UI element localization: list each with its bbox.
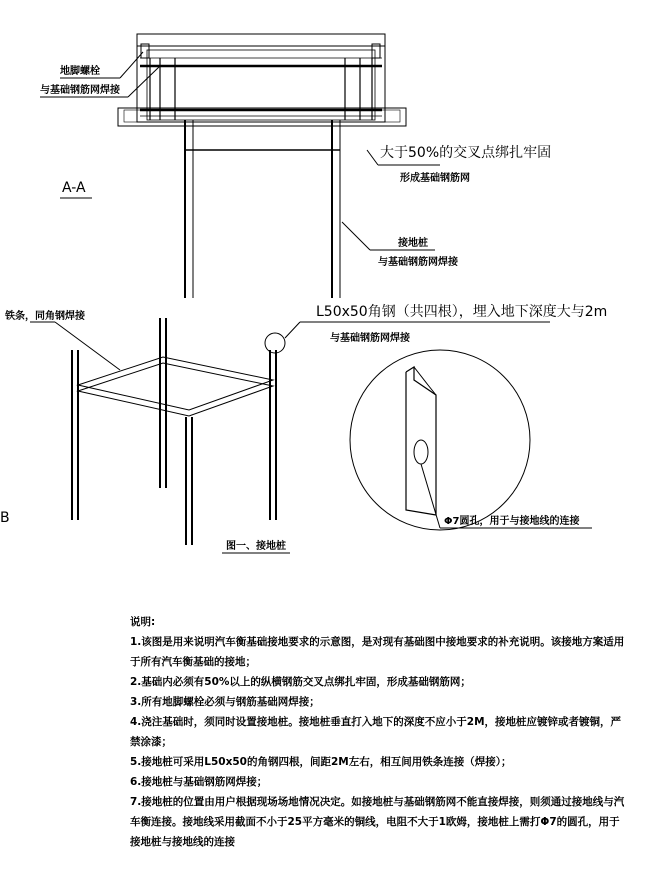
note-item: 3.所有地脚螺栓必须与钢筋基础网焊接； (130, 696, 320, 708)
section-b-label: B (0, 510, 10, 526)
bolt-label: 地脚螺栓 (60, 66, 100, 77)
note-item: 4.浇注基础时，须同时设置接地桩。接地桩垂直打入地下的深度不应小于2M，接地桩应镀锌或者镀铜，严禁涂漆； (130, 716, 622, 748)
note-item: 5.接地桩可采用L50x50的角钢四根，间距2M左右，相互间用铁条连接（焊接）； (130, 756, 512, 768)
angle-weld-label: 与基础钢筋网焊接 (330, 333, 410, 344)
mesh-label-2: 形成基础钢筋网 (400, 173, 470, 184)
figure-caption: 图一、接地桩 (226, 541, 286, 552)
hole-label: Φ7圆孔，用于与接地线的连接 (444, 516, 580, 527)
note-item: 7.接地桩的位置由用户根据现场场地情况决定。如接地桩与基础钢筋网不能直接焊接，则须通过接地线与汽车衡连接。接地线采用截面不小于25平方毫米的铜线，电阻不大于1欧姆，接地桩上需打Φ7的圆孔，用于接地桩与接地线的连接 (130, 796, 625, 848)
pile-label: 接地桩 (398, 238, 428, 249)
notes-block (130, 612, 630, 852)
pile-weld-label: 与基础钢筋网焊接 (378, 257, 458, 268)
note-item: 1.该图是用来说明汽车衡基础接地要求的示意图，是对现有基础图中接地要求的补充说明。该接地方案适用于所有汽车衡基础的接地； (130, 636, 625, 668)
note-item: 2.基础内必须有50%以上的纵横钢筋交叉点绑扎牢固，形成基础钢筋网； (130, 676, 471, 688)
bolt-weld-label: 与基础钢筋网焊接 (40, 85, 120, 96)
note-item: 6.接地桩与基础钢筋网焊接； (130, 776, 268, 788)
angle-steel-label: L50x50角钢（共四根），埋入地下深度大与2m (316, 304, 608, 320)
section-title: A-A (62, 180, 86, 196)
mesh-label: 大于50%的交叉点绑扎牢固 (380, 145, 552, 161)
notes-title: 说明: (130, 616, 156, 628)
strap-label: 铁条，同角钢焊接 (5, 311, 85, 322)
